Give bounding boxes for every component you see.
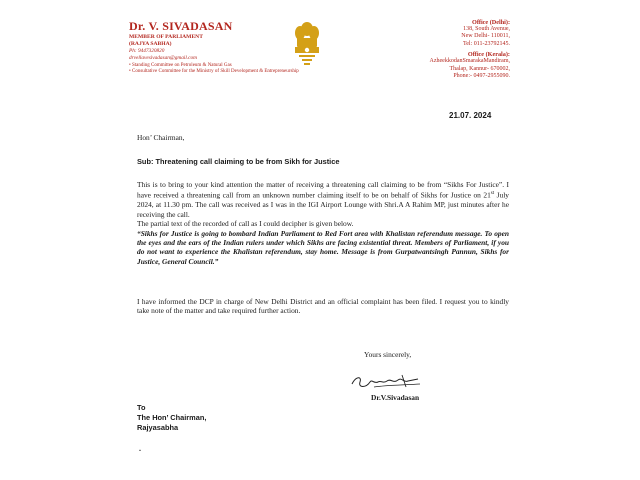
- office-kerala-heading: Office (Kerala):: [467, 51, 510, 59]
- office-delhi-line: Tel: 011-23792145.: [462, 40, 510, 47]
- paragraph-text: The partial text of the recorded of call as I could decipher is given below.: [137, 219, 354, 229]
- addressee-line: The Hon’ Chairman,: [137, 413, 207, 422]
- closing: Yours sincerely,: [364, 350, 412, 359]
- date-suffix: st: [490, 191, 495, 197]
- office-kerala-line: Thalap, Kannur- 670002,: [449, 65, 510, 72]
- office-delhi-line: 138, South Avenue,: [463, 26, 510, 32]
- salutation: Hon’ Chairman,: [137, 133, 185, 142]
- paragraph-main: [137, 180, 509, 266]
- letter-date: 21.07. 2024: [449, 111, 492, 120]
- mp-house: (RAJYA SABHA): [129, 41, 172, 47]
- signature-image: [348, 370, 428, 392]
- office-kerala-line: AzheekkodanSmarakaMandiram,: [429, 58, 510, 65]
- committee-item: • Standing Committee on Petroleum & Natural Gas: [129, 63, 232, 69]
- addressee-line: Rajyasabha: [137, 423, 179, 432]
- end-mark: .: [139, 444, 141, 453]
- addressee-block: [137, 403, 206, 433]
- mp-designation: MEMBER OF PARLIAMENT: [129, 34, 203, 40]
- paragraph-action: I have informed the DCP in charge of New Delhi District and an official complaint has been filed. I request you to kindly take note of the matter and take required further action.: [137, 297, 509, 316]
- office-delhi-heading: Office (Delhi):: [472, 19, 510, 26]
- office-delhi-line: New Delhi- 110011,: [461, 33, 510, 40]
- office-kerala-line: Phone:- 0497-2955090.: [453, 73, 510, 80]
- mp-email: drvellavesivadasan@gmail.com: [129, 54, 197, 61]
- paragraph-text: This is to bring to your kind attention the matter of receiving a threatening call claiming to be from “Sikhs For Justice”. I have received a threatening call from an unknown number claiming itself to be on behalf of Sikhs for Justice on 21: [137, 180, 509, 200]
- letterhead-left: [129, 19, 299, 75]
- letterhead-right: [380, 19, 510, 80]
- mp-phone: Ph: 9447320820: [129, 48, 165, 54]
- addressee-line: To: [137, 403, 146, 412]
- subject-line: Sub: Threatening call claiming to be from Sikh for Justice: [137, 157, 340, 166]
- signatory-name: Dr.V.Sivadasan: [371, 393, 420, 402]
- mp-name: Dr. V. SIVADASAN: [129, 19, 233, 33]
- paragraph-text: July 2024, at 11.30 pm. The call was received as I was in the IGI Airport Lounge with Shri.A A Rahim MP, just minutes after he receiving the call.: [137, 190, 510, 219]
- committee-list: [129, 63, 299, 75]
- state-emblem-icon: [290, 20, 324, 68]
- committee-item: • Consultative Committee for the Ministry of Skill Development & Entrepreneurship: [129, 69, 299, 75]
- call-transcript-quote: “Sikhs for Justice is going to bombard Indian Parliament to Red Fort area with Khalistan referendum message. To open the eyes and the ears of the Indian rulers under which Sikhs are facing existential threat. Members of Parliament, if you do not want to experience the Khalistan referendum, stay home. Message is from Gurpatwantsingh Pannun, Sikhs for Justice, General Council.”: [137, 228, 509, 266]
